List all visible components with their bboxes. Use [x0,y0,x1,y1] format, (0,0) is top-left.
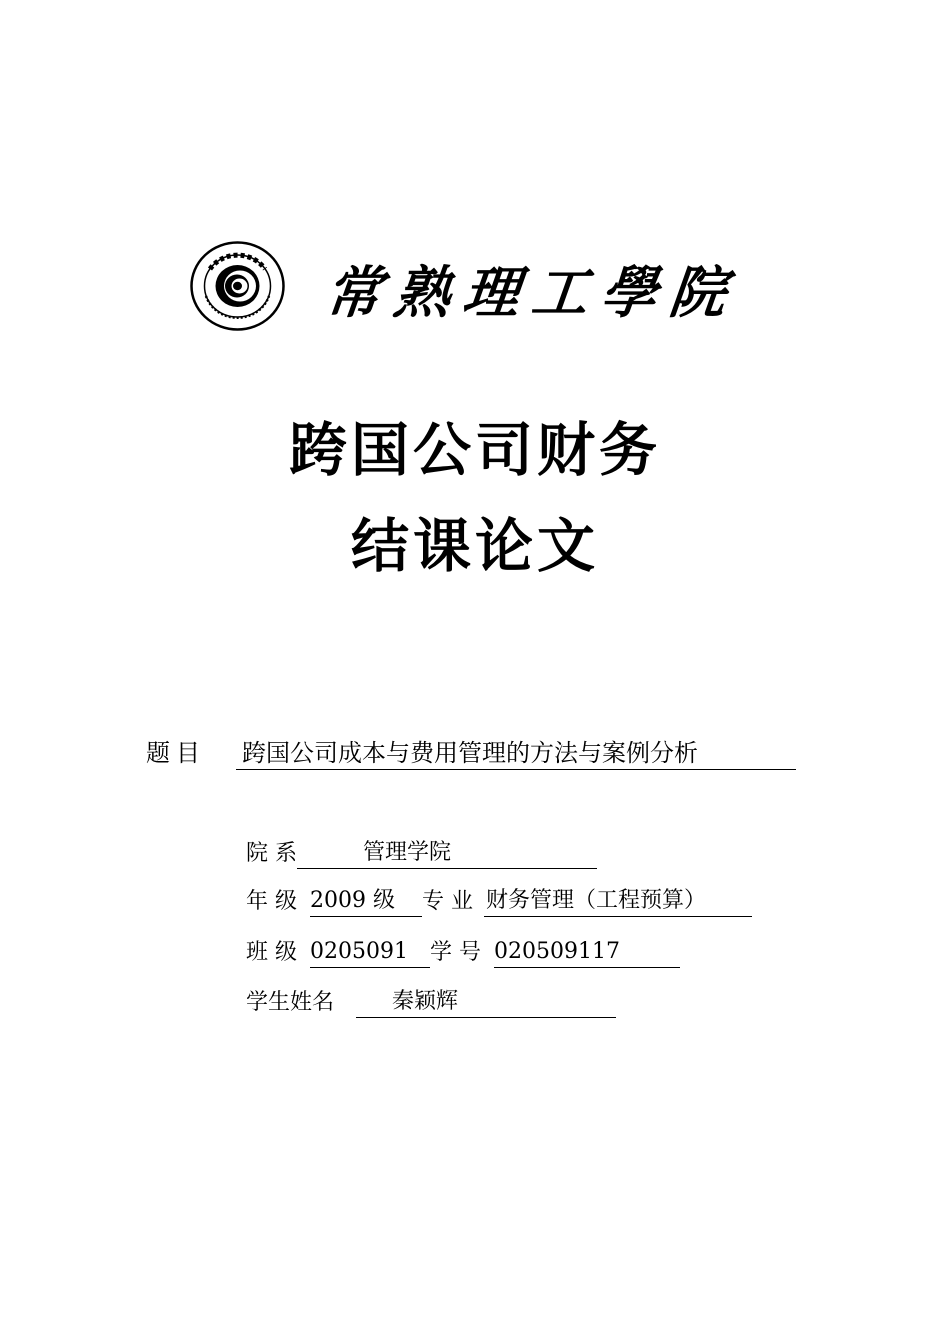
grade-major-row [246,886,752,918]
department-row [246,838,597,870]
student-name-field [356,987,616,1018]
seal-emblem-icon [190,241,285,331]
department-value: 管理学院 [363,840,452,865]
major-field [484,886,752,917]
paper-type-title: 结课论文 [350,512,599,580]
school-name-char: 院 [666,260,730,326]
major-label: 专 业 [422,889,473,914]
class-id-row [246,937,680,969]
student-id-label: 学 号 [430,940,481,965]
class-value: 0205091 [310,939,408,964]
grade-value: 2009 级 [310,888,395,913]
student-name-value: 秦颖辉 [392,989,459,1014]
student-name-label: 学生姓名 [246,990,335,1015]
grade-label: 年 级 [246,889,297,914]
class-label: 班 级 [246,940,297,965]
major-value: 财务管理（工程预算） [486,888,707,913]
student-id-value: 020509117 [494,939,620,964]
school-name-calligraphy [322,250,730,328]
student-id-field [494,937,680,968]
school-seal-logo [190,241,285,331]
school-name-char: 理 [459,260,523,326]
topic-label: 题目 [146,739,206,767]
school-name-char: 學 [597,260,661,326]
school-name-char: 工 [528,260,592,326]
topic-value: 跨国公司成本与费用管理的方法与案例分析 [236,737,796,770]
school-name-char: 常 [322,260,386,326]
student-name-row [246,987,616,1019]
course-title: 跨国公司财务 [288,416,661,484]
grade-field [310,886,422,917]
department-field [297,838,597,869]
school-name-char: 熟 [390,260,454,326]
class-field [310,937,430,968]
department-label: 院 系 [246,841,297,866]
